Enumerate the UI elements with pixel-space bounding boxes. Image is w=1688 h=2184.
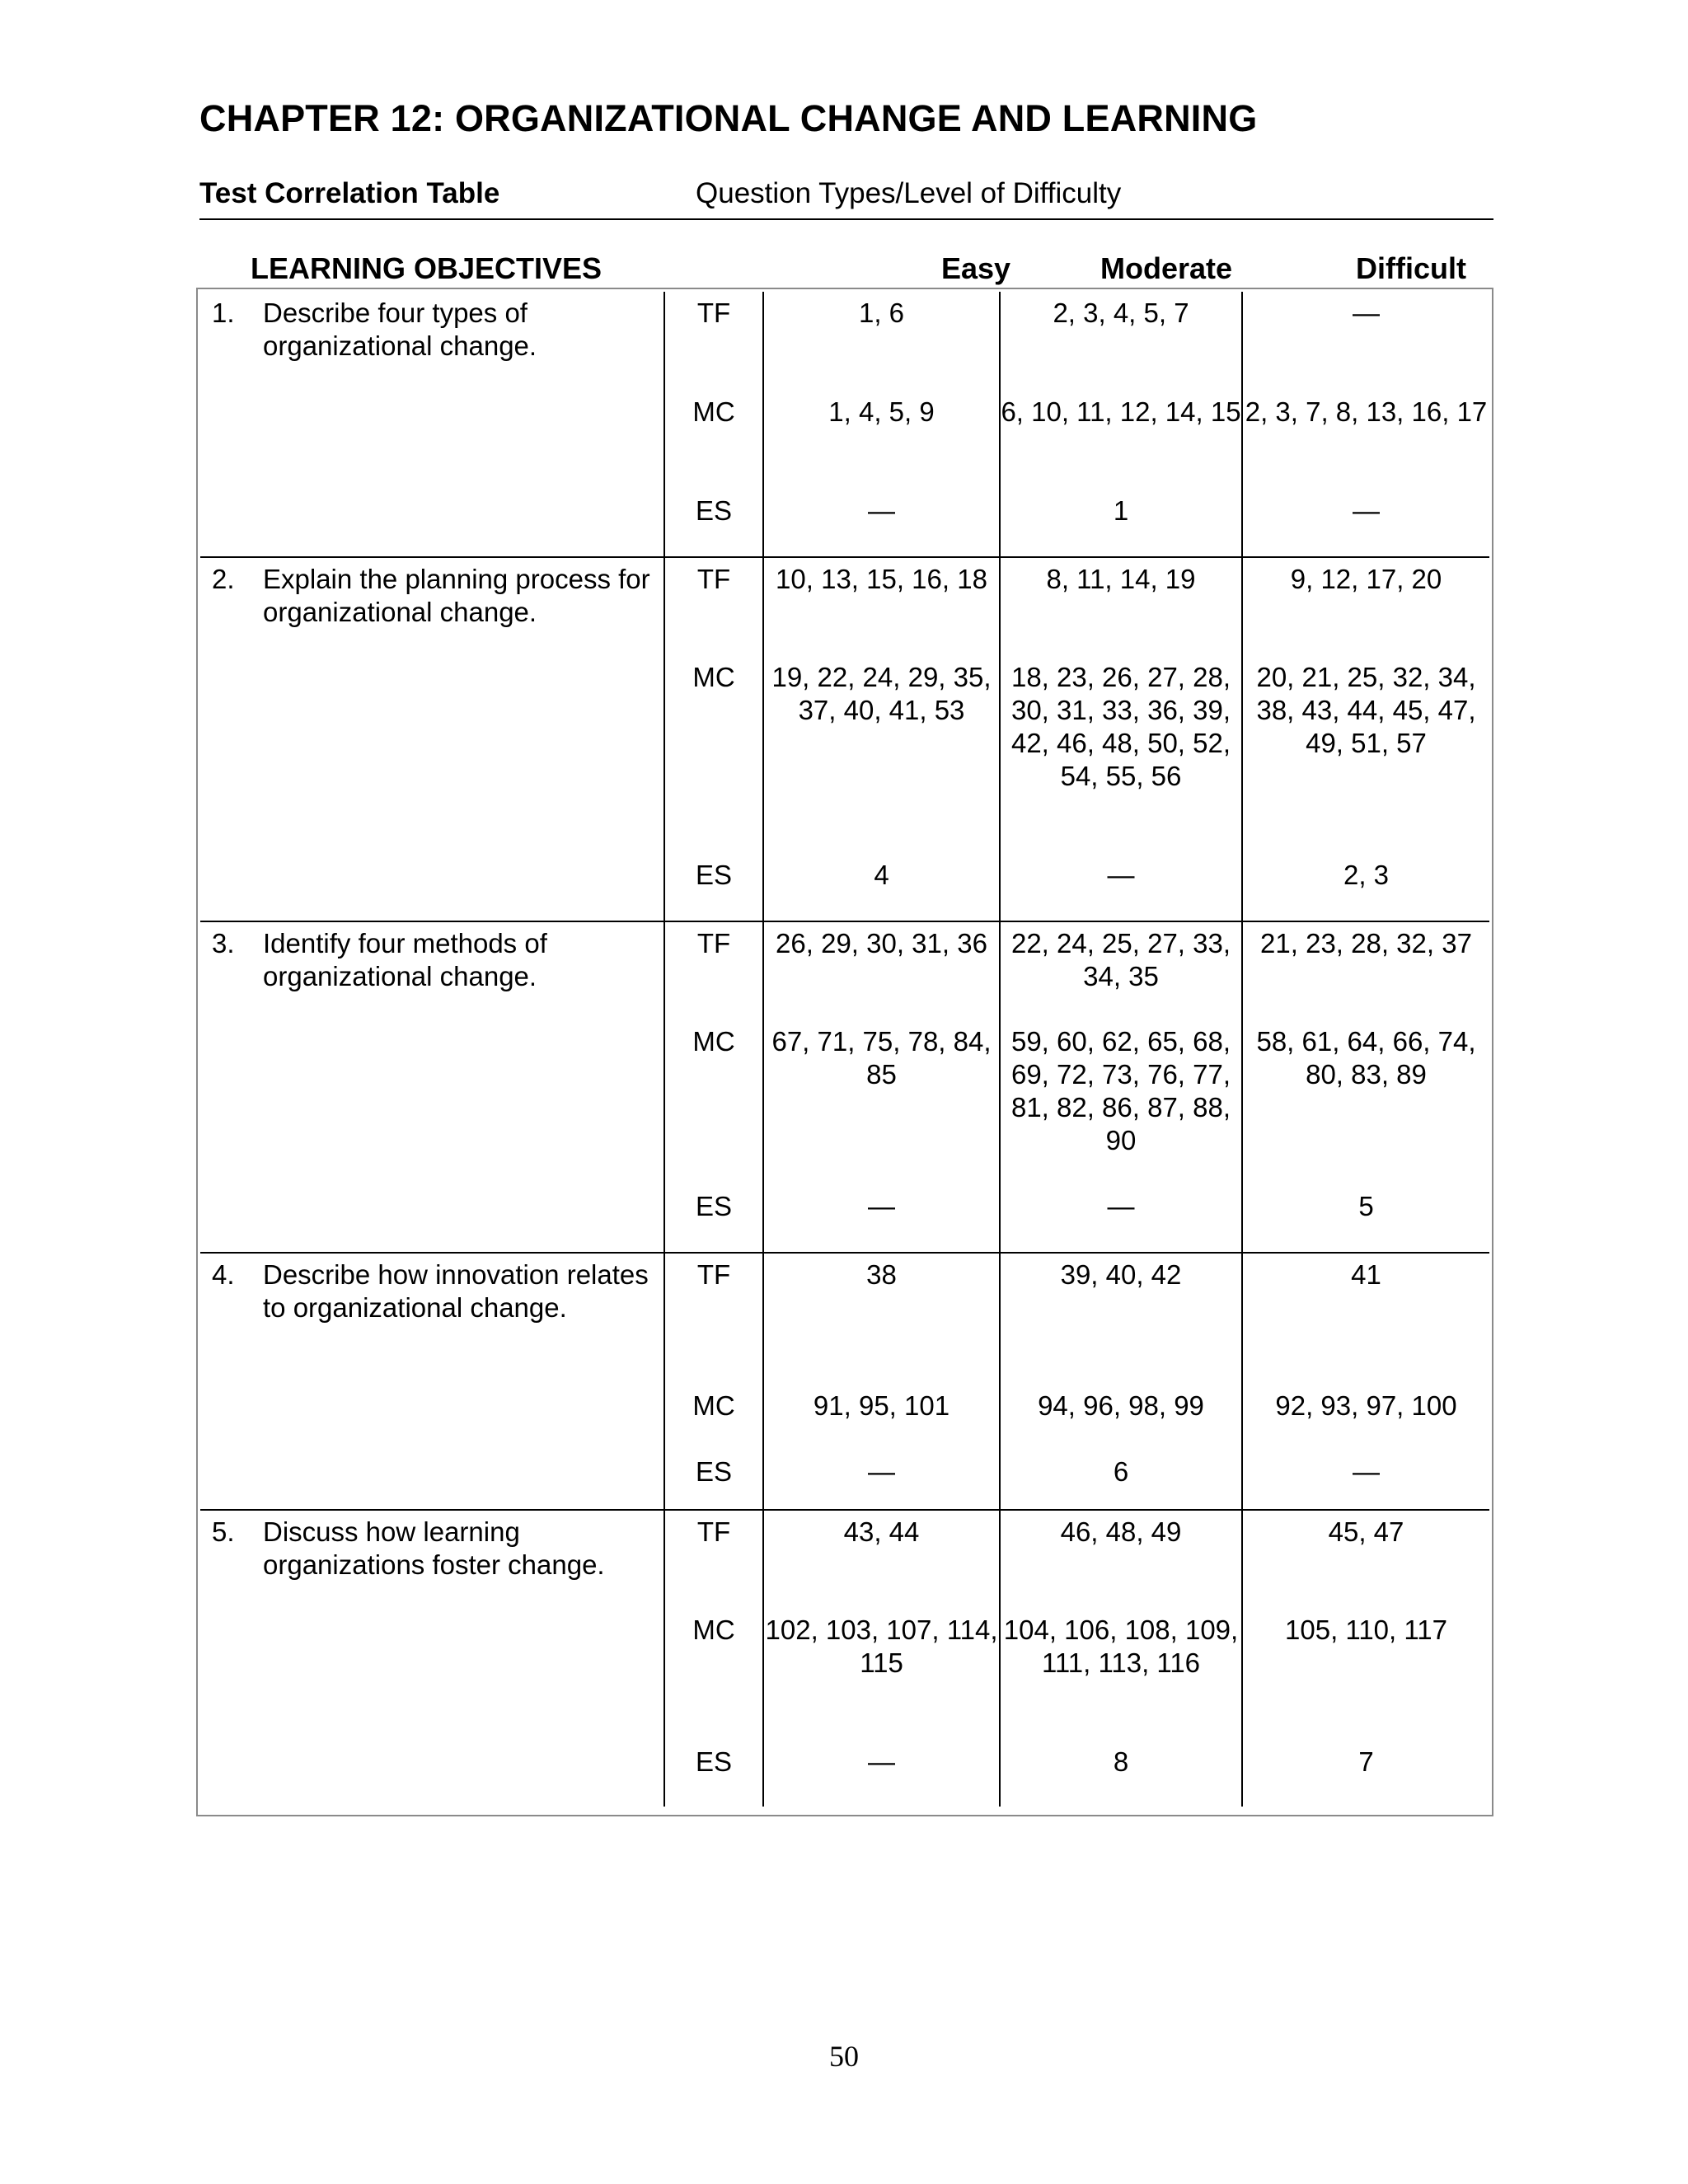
- difficult-cell: 21, 23, 28, 32, 37: [1242, 921, 1489, 1020]
- question-type-cell: TF: [664, 1510, 763, 1609]
- question-type-cell: ES: [664, 1185, 763, 1253]
- easy-cell: 1, 6: [763, 292, 1000, 391]
- easy-cell: —: [763, 1185, 1000, 1253]
- easy-cell: 38: [763, 1253, 1000, 1385]
- easy-cell: 19, 22, 24, 29, 35, 37, 40, 41, 53: [763, 656, 1000, 854]
- objective-cell: [200, 1253, 664, 1510]
- difficult-cell: 5: [1242, 1185, 1489, 1253]
- objective-text: Describe four types of organizational change.: [263, 298, 537, 361]
- difficult-cell: 92, 93, 97, 100: [1242, 1385, 1489, 1451]
- question-type-cell: ES: [664, 490, 763, 557]
- question-types-label: Question Types/Level of Difficulty: [696, 177, 1122, 209]
- easy-cell: —: [763, 490, 1000, 557]
- moderate-cell: 18, 23, 26, 27, 28, 30, 31, 33, 36, 39, 42, 46, 48, 50, 52, 54, 55, 56: [1000, 656, 1242, 854]
- table-subheader: [199, 176, 1493, 220]
- objective-cell: [200, 1510, 664, 1807]
- question-type-cell: ES: [664, 854, 763, 921]
- easy-cell: —: [763, 1451, 1000, 1510]
- moderate-cell: —: [1000, 1185, 1242, 1253]
- moderate-cell: 8: [1000, 1741, 1242, 1807]
- easy-cell: 67, 71, 75, 78, 84, 85: [763, 1020, 1000, 1185]
- question-type-cell: ES: [664, 1451, 763, 1510]
- moderate-cell: 6, 10, 11, 12, 14, 15: [1000, 391, 1242, 490]
- question-type-cell: MC: [664, 391, 763, 490]
- objective-text: Describe how innovation relates to organizational change.: [263, 1259, 649, 1323]
- table-row: [200, 292, 1489, 391]
- difficult-cell: 9, 12, 17, 20: [1242, 557, 1489, 656]
- correlation-table-grid: [200, 292, 1489, 1807]
- moderate-cell: 104, 106, 108, 109, 111, 113, 116: [1000, 1609, 1242, 1741]
- difficult-cell: —: [1242, 292, 1489, 391]
- objective-number: 5.: [212, 1516, 235, 1547]
- objective-number: 4.: [212, 1259, 235, 1290]
- question-type-cell: TF: [664, 292, 763, 391]
- objective-number: 1.: [212, 298, 235, 328]
- difficult-cell: 2, 3, 7, 8, 13, 16, 17: [1242, 391, 1489, 490]
- objective-cell: [200, 292, 664, 557]
- question-type-cell: MC: [664, 1385, 763, 1451]
- question-type-cell: MC: [664, 656, 763, 854]
- chapter-title: CHAPTER 12: ORGANIZATIONAL CHANGE AND LEARNING: [199, 97, 1258, 139]
- moderate-cell: 6: [1000, 1451, 1242, 1510]
- difficult-cell: 20, 21, 25, 32, 34, 38, 43, 44, 45, 47, 49, 51, 57: [1242, 656, 1489, 854]
- easy-cell: 10, 13, 15, 16, 18: [763, 557, 1000, 656]
- table-row: [200, 1253, 1489, 1385]
- easy-header: Easy: [941, 251, 1011, 285]
- easy-cell: 4: [763, 854, 1000, 921]
- page-number: 50: [829, 2040, 859, 2073]
- table-row: [200, 1510, 1489, 1609]
- objective-number: 2.: [212, 564, 235, 594]
- difficult-cell: —: [1242, 490, 1489, 557]
- moderate-cell: 2, 3, 4, 5, 7: [1000, 292, 1242, 391]
- question-type-cell: MC: [664, 1609, 763, 1741]
- difficult-cell: —: [1242, 1451, 1489, 1510]
- question-type-cell: TF: [664, 1253, 763, 1385]
- difficult-header: Difficult: [1356, 251, 1466, 285]
- objective-text: Discuss how learning organizations foster change.: [263, 1516, 605, 1580]
- objective-number: 3.: [212, 928, 235, 958]
- difficult-cell: 2, 3: [1242, 854, 1489, 921]
- easy-cell: 26, 29, 30, 31, 36: [763, 921, 1000, 1020]
- question-type-cell: TF: [664, 921, 763, 1020]
- difficult-cell: 58, 61, 64, 66, 74, 80, 83, 89: [1242, 1020, 1489, 1185]
- moderate-cell: 46, 48, 49: [1000, 1510, 1242, 1609]
- column-headers: [199, 251, 1493, 288]
- objective-text: Explain the planning process for organizational change.: [263, 564, 650, 627]
- table-row: [200, 557, 1489, 656]
- correlation-table: [196, 288, 1493, 1816]
- question-type-cell: ES: [664, 1741, 763, 1807]
- easy-cell: —: [763, 1741, 1000, 1807]
- moderate-cell: 94, 96, 98, 99: [1000, 1385, 1242, 1451]
- moderate-cell: 22, 24, 25, 27, 33, 34, 35: [1000, 921, 1242, 1020]
- moderate-cell: 8, 11, 14, 19: [1000, 557, 1242, 656]
- test-correlation-label: Test Correlation Table: [199, 177, 500, 209]
- moderate-cell: 1: [1000, 490, 1242, 557]
- objective-cell: [200, 557, 664, 921]
- question-type-cell: MC: [664, 1020, 763, 1185]
- table-row: [200, 921, 1489, 1020]
- moderate-cell: —: [1000, 854, 1242, 921]
- difficult-cell: 105, 110, 117: [1242, 1609, 1489, 1741]
- objective-text: Identify four methods of organizational change.: [263, 928, 547, 991]
- easy-cell: 102, 103, 107, 114, 115: [763, 1609, 1000, 1741]
- objective-cell: [200, 921, 664, 1253]
- difficult-cell: 7: [1242, 1741, 1489, 1807]
- moderate-header: Moderate: [1100, 251, 1233, 285]
- difficult-cell: 45, 47: [1242, 1510, 1489, 1609]
- learning-objectives-header: LEARNING OBJECTIVES: [251, 251, 603, 285]
- moderate-cell: 39, 40, 42: [1000, 1253, 1242, 1385]
- moderate-cell: 59, 60, 62, 65, 68, 69, 72, 73, 76, 77, 81, 82, 86, 87, 88, 90: [1000, 1020, 1242, 1185]
- easy-cell: 43, 44: [763, 1510, 1000, 1609]
- easy-cell: 1, 4, 5, 9: [763, 391, 1000, 490]
- difficult-cell: 41: [1242, 1253, 1489, 1385]
- question-type-cell: TF: [664, 557, 763, 656]
- easy-cell: 91, 95, 101: [763, 1385, 1000, 1451]
